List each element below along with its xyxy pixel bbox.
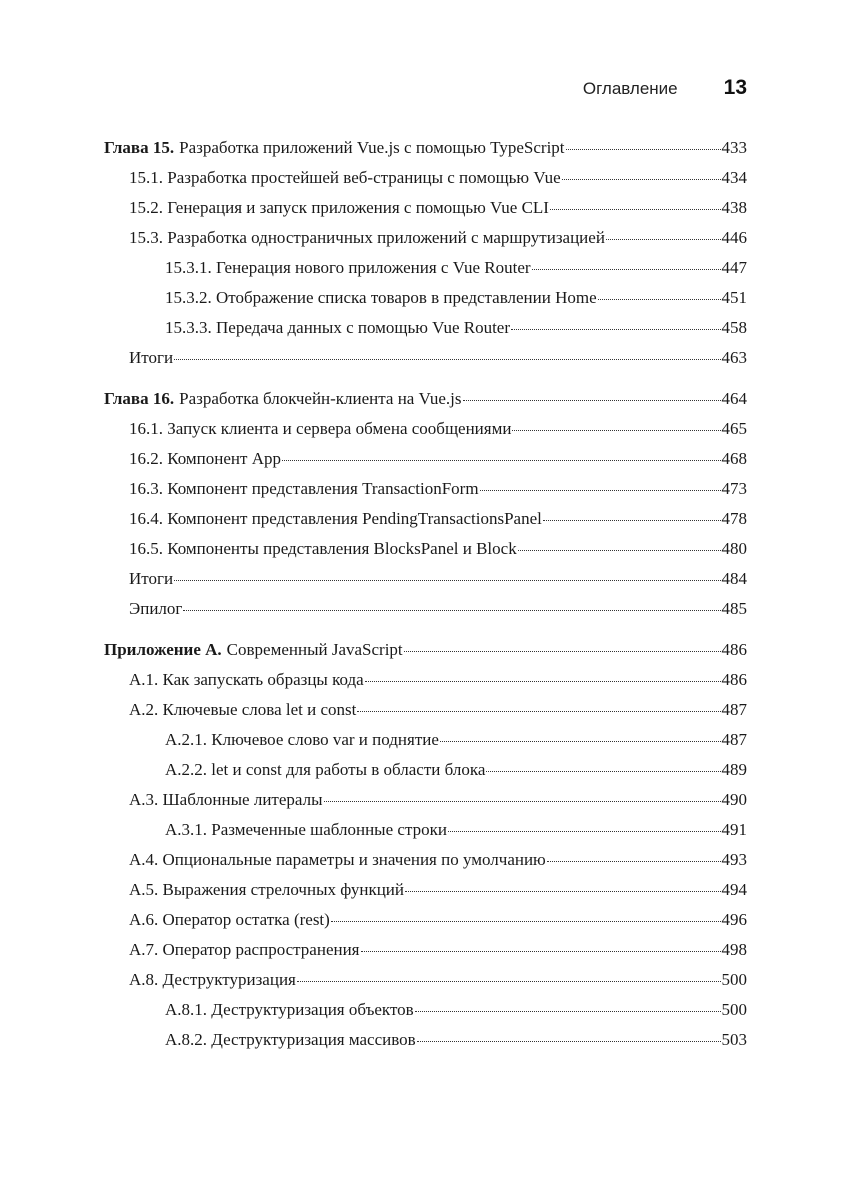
dot-leader — [331, 921, 721, 922]
chapter-title: Разработка блокчейн-клиента на Vue.js — [179, 389, 462, 408]
toc-entry[interactable] — [104, 725, 747, 755]
toc-entry-page-number: 491 — [721, 820, 747, 839]
toc-entry-page-number: 487 — [721, 700, 747, 719]
toc-entry-text: А.6. Оператор остатка (rest) — [129, 910, 330, 929]
toc-entry-page-number: 498 — [721, 940, 747, 959]
toc-entry[interactable] — [104, 444, 747, 474]
chapter-block — [104, 133, 747, 373]
chapter-title: Разработка приложений Vue.js с помощью TypeScript — [179, 138, 565, 157]
chapter-heading[interactable] — [104, 133, 747, 163]
toc-entry[interactable] — [104, 474, 747, 504]
toc-entry[interactable] — [104, 414, 747, 444]
toc-entry-page-number: 446 — [721, 228, 747, 247]
toc-entry-text: А.4. Опциональные параметры и значения по умолчанию — [129, 850, 546, 869]
dot-leader — [174, 359, 720, 360]
chapter-page-number: 433 — [721, 138, 747, 157]
dot-leader — [566, 149, 721, 150]
toc-entry-page-number: 447 — [721, 258, 747, 277]
toc-entry-text: 16.2. Компонент App — [129, 449, 281, 468]
toc-entry-page-number: 500 — [721, 1000, 747, 1019]
toc-entry-page-number: 486 — [721, 670, 747, 689]
toc-entry-text: А.8.1. Деструктуризация объектов — [165, 1000, 414, 1019]
toc-entry[interactable] — [104, 995, 747, 1025]
toc-entry[interactable] — [104, 785, 747, 815]
toc-entry-text: 15.3. Разработка одностраничных приложений с маршрутизацией — [129, 228, 605, 247]
toc-entry[interactable] — [104, 283, 747, 313]
toc-entry-text: Эпилог — [129, 599, 183, 618]
toc-entry-text: А.2.1. Ключевое слово var и поднятие — [165, 730, 439, 749]
toc-entry[interactable] — [104, 755, 747, 785]
chapter-title: Современный JavaScript — [226, 640, 403, 659]
toc-entry[interactable] — [104, 594, 747, 624]
toc-entry-page-number: 489 — [721, 760, 747, 779]
toc-entry-text: 15.3.3. Передача данных с помощью Vue Router — [165, 318, 511, 337]
toc-entry[interactable] — [104, 343, 747, 373]
dot-leader — [606, 239, 721, 240]
running-header — [583, 76, 747, 100]
dot-leader — [417, 1041, 721, 1042]
dot-leader — [598, 299, 721, 300]
chapter-block — [104, 384, 747, 624]
toc-entry[interactable] — [104, 163, 747, 193]
toc-entry[interactable] — [104, 665, 747, 695]
chapter-prefix: Глава 15. — [104, 138, 175, 157]
toc-entry-page-number: 438 — [721, 198, 747, 217]
toc-entry-text: 16.4. Компонент представления PendingTransactionsPanel — [129, 509, 542, 528]
toc-entry-page-number: 494 — [721, 880, 747, 899]
dot-leader — [404, 651, 721, 652]
toc-entry[interactable] — [104, 313, 747, 343]
toc-entry-text: А.3. Шаблонные литералы — [129, 790, 323, 809]
toc-entry[interactable] — [104, 815, 747, 845]
toc-entry-page-number: 465 — [721, 419, 747, 438]
dot-leader — [562, 179, 721, 180]
toc-entry-text: А.1. Как запускать образцы кода — [129, 670, 364, 689]
toc-entry-page-number: 500 — [721, 970, 747, 989]
dot-leader — [324, 801, 721, 802]
dot-leader — [486, 771, 720, 772]
toc-entry-page-number: 496 — [721, 910, 747, 929]
dot-leader — [365, 681, 721, 682]
chapter-heading-text — [104, 641, 403, 658]
chapter-prefix: Приложение А. — [104, 640, 222, 659]
dot-leader — [532, 269, 721, 270]
toc-entry[interactable] — [104, 935, 747, 965]
dot-leader — [183, 610, 720, 611]
toc-entry[interactable] — [104, 253, 747, 283]
chapter-heading[interactable] — [104, 635, 747, 665]
toc-entry-text: А.3.1. Размеченные шаблонные строки — [165, 820, 447, 839]
toc-entry[interactable] — [104, 875, 747, 905]
toc-entry-page-number: 473 — [721, 479, 747, 498]
chapter-heading-text — [104, 390, 462, 407]
toc-entry-text: А.7. Оператор распространения — [129, 940, 360, 959]
dot-leader — [463, 400, 721, 401]
dot-leader — [448, 831, 721, 832]
chapter-page-number: 464 — [721, 389, 747, 408]
chapter-block — [104, 635, 747, 1055]
chapter-page-number: 486 — [721, 640, 747, 659]
toc-entry-text: 15.3.2. Отображение списка товаров в представлении Home — [165, 288, 597, 307]
toc-entry-page-number: 493 — [721, 850, 747, 869]
dot-leader — [282, 460, 721, 461]
dot-leader — [415, 1011, 721, 1012]
toc-entry-page-number: 480 — [721, 539, 747, 558]
dot-leader — [511, 329, 720, 330]
dot-leader — [547, 861, 721, 862]
toc-entry-text: А.5. Выражения стрелочных функций — [129, 880, 404, 899]
dot-leader — [174, 580, 720, 581]
page-number: 13 — [723, 76, 747, 99]
toc-entry-page-number: 490 — [721, 790, 747, 809]
table-of-contents — [104, 133, 747, 1066]
toc-entry-page-number: 484 — [721, 569, 747, 588]
header-title: Оглавление — [582, 79, 678, 98]
toc-entry-text: Итоги — [129, 348, 174, 367]
chapter-heading-text — [104, 139, 565, 156]
toc-entry-page-number: 434 — [721, 168, 747, 187]
toc-entry[interactable] — [104, 223, 747, 253]
toc-entry-text: А.2. Ключевые слова let и const — [129, 700, 357, 719]
toc-entry-text: 15.1. Разработка простейшей веб-страницы с помощью Vue — [129, 168, 561, 187]
toc-entry[interactable] — [104, 1025, 747, 1055]
toc-entry-text: Итоги — [129, 569, 174, 588]
toc-entry[interactable] — [104, 534, 747, 564]
dot-leader — [512, 430, 720, 431]
toc-entry-page-number: 451 — [721, 288, 747, 307]
toc-entry-text: А.8. Деструктуризация — [129, 970, 296, 989]
dot-leader — [518, 550, 721, 551]
toc-entry[interactable] — [104, 564, 747, 594]
chapter-prefix: Глава 16. — [104, 389, 175, 408]
dot-leader — [357, 711, 720, 712]
toc-entry-text: 15.2. Генерация и запуск приложения с помощью Vue CLI — [129, 198, 549, 217]
toc-entry[interactable] — [104, 845, 747, 875]
dot-leader — [480, 490, 721, 491]
toc-entry[interactable] — [104, 695, 747, 725]
toc-entry-page-number: 468 — [721, 449, 747, 468]
toc-entry-page-number: 478 — [721, 509, 747, 528]
toc-entry-page-number: 485 — [721, 599, 747, 618]
toc-entry[interactable] — [104, 905, 747, 935]
toc-entry-page-number: 487 — [721, 730, 747, 749]
dot-leader — [543, 520, 721, 521]
toc-entry[interactable] — [104, 965, 747, 995]
toc-entry-text: А.2.2. let и const для работы в области блока — [165, 760, 486, 779]
toc-entry-text: 16.5. Компоненты представления BlocksPanel и Block — [129, 539, 517, 558]
chapter-heading[interactable] — [104, 384, 747, 414]
toc-entry[interactable] — [104, 193, 747, 223]
toc-entry-text: 16.1. Запуск клиента и сервера обмена сообщениями — [129, 419, 512, 438]
dot-leader — [297, 981, 721, 982]
dot-leader — [550, 209, 721, 210]
dot-leader — [405, 891, 721, 892]
dot-leader — [440, 741, 721, 742]
toc-entry-text: 15.3.1. Генерация нового приложения с Vue Router — [165, 258, 531, 277]
toc-entry-text: А.8.2. Деструктуризация массивов — [165, 1030, 416, 1049]
toc-entry-text: 16.3. Компонент представления TransactionForm — [129, 479, 479, 498]
toc-entry-page-number: 503 — [721, 1030, 747, 1049]
toc-entry-page-number: 458 — [721, 318, 747, 337]
toc-entry[interactable] — [104, 504, 747, 534]
dot-leader — [361, 951, 721, 952]
toc-entry-page-number: 463 — [721, 348, 747, 367]
